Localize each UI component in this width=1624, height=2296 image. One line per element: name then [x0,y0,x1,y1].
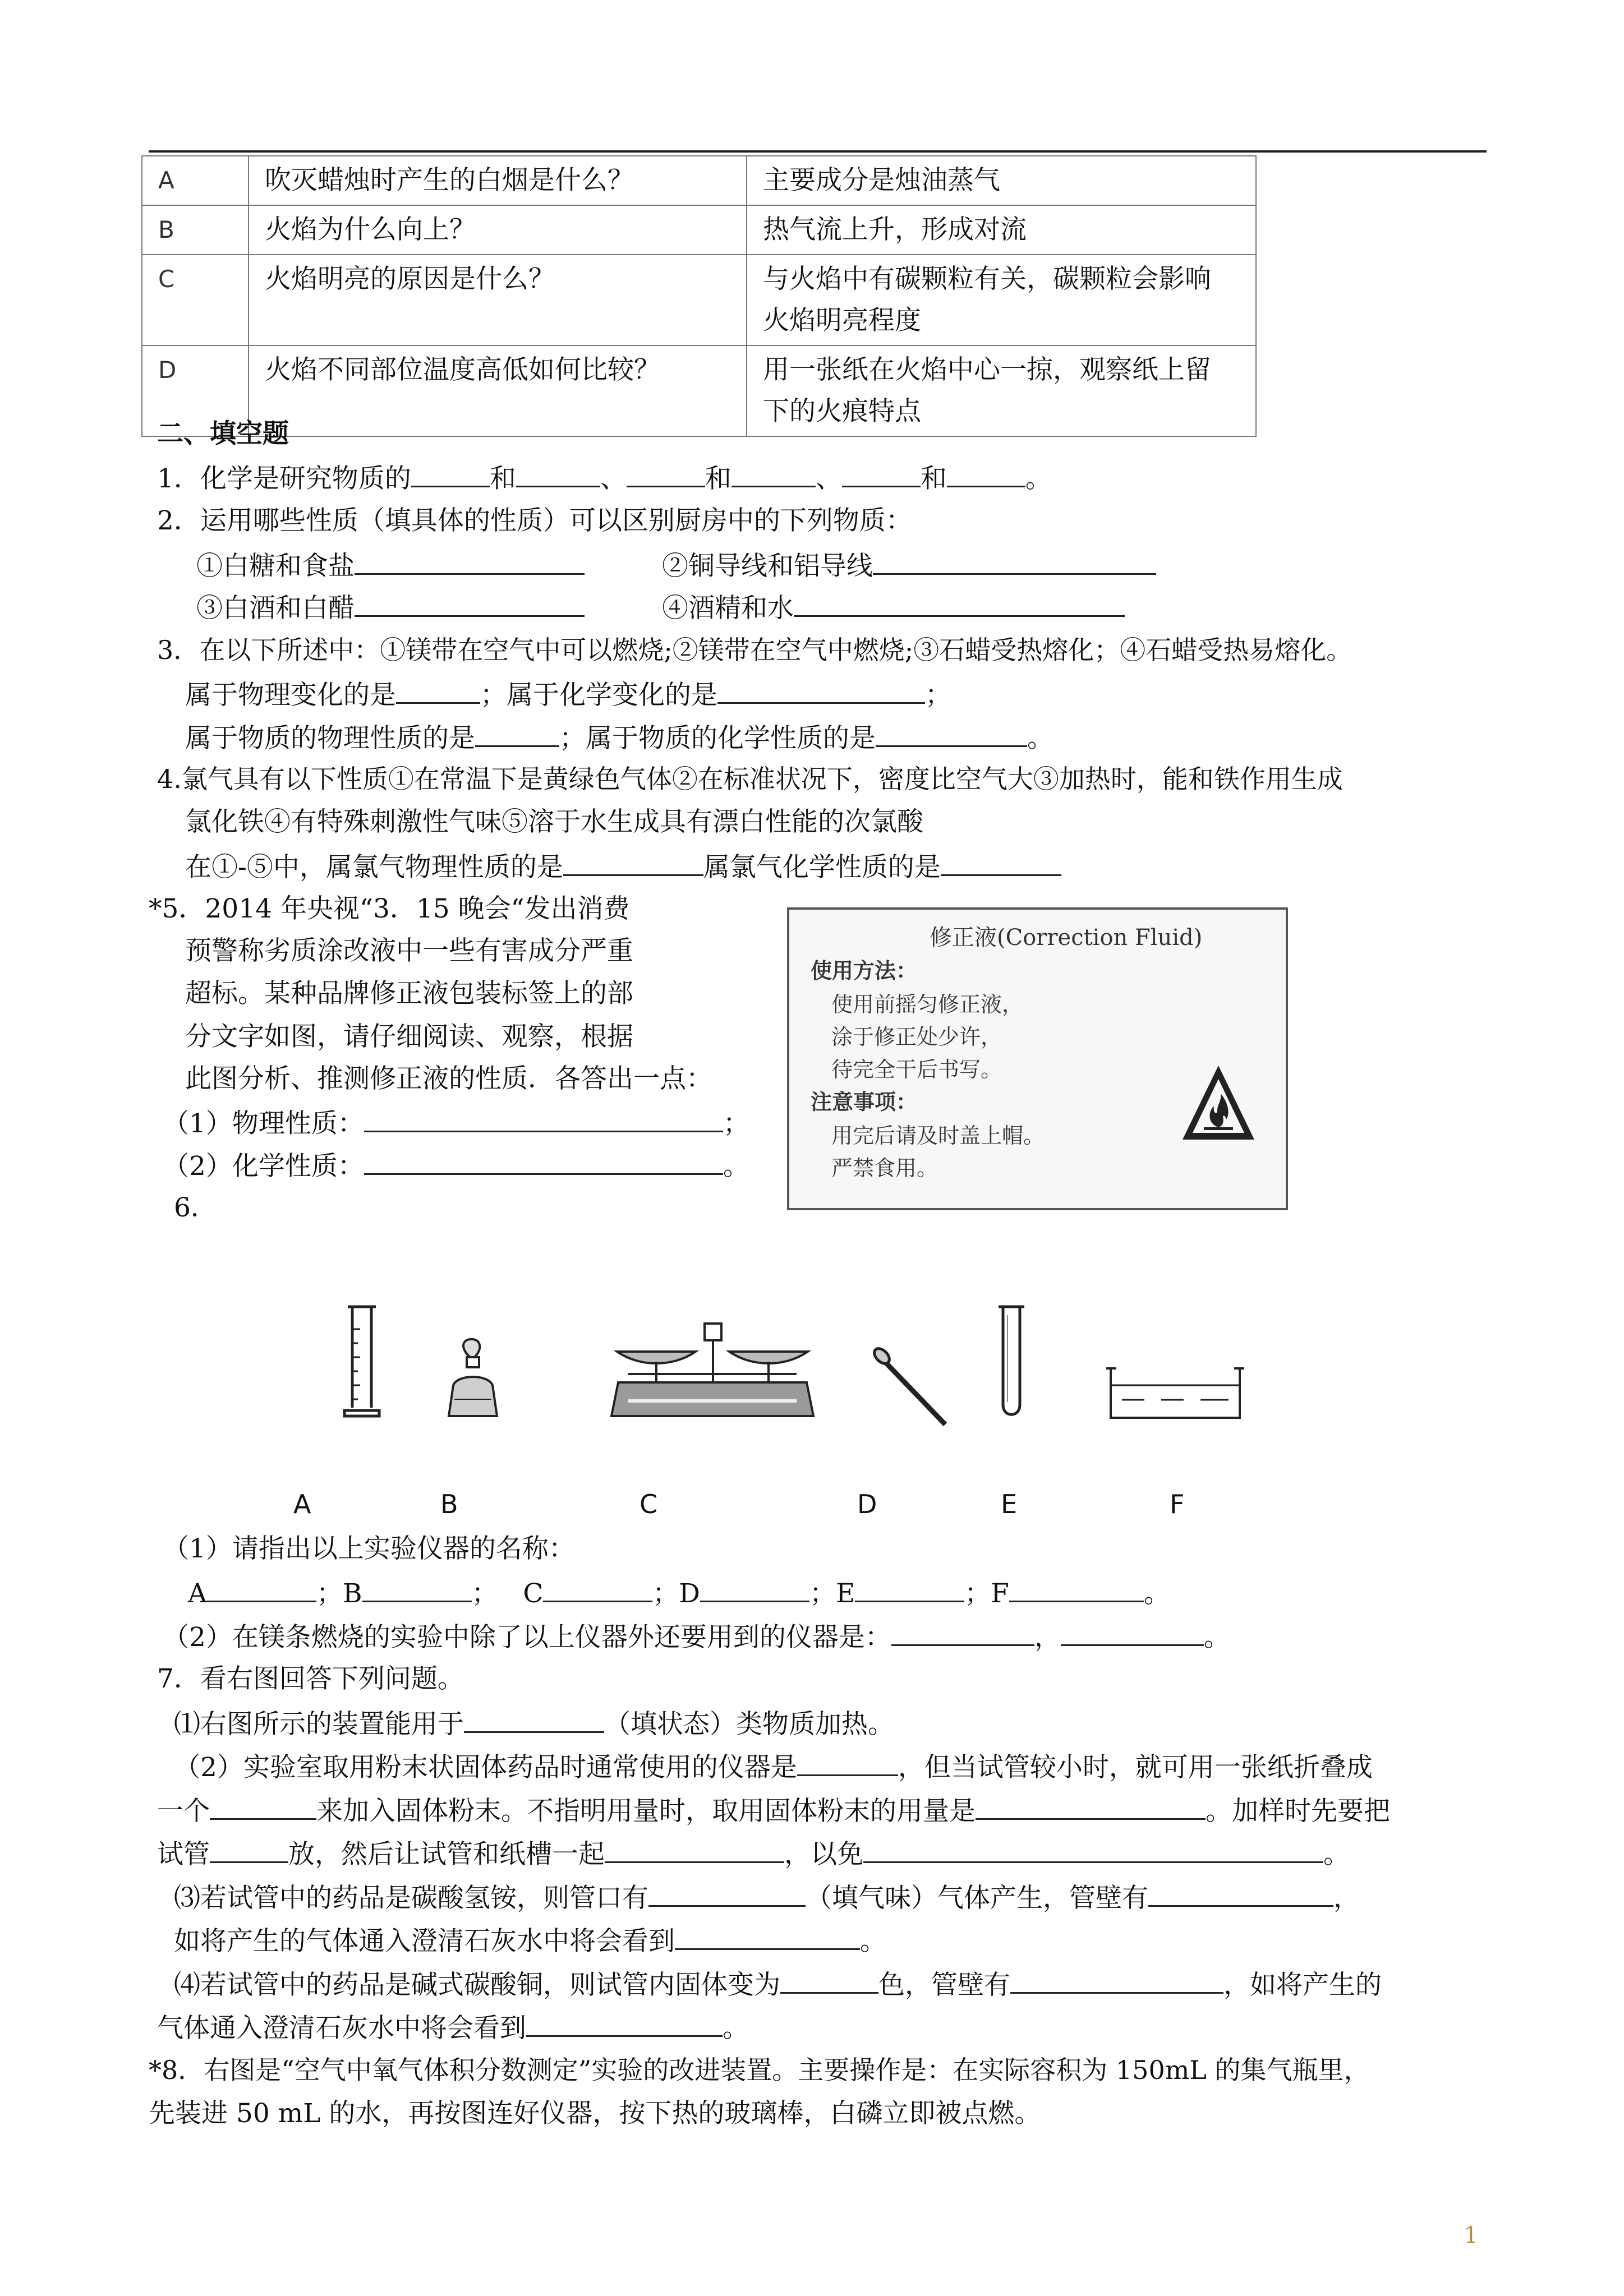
question-5: 分文字如图，请仔细阅读、观察，根据 [185,1021,633,1052]
row-question: 火焰为什么向上？ [249,205,747,255]
header-rule [149,150,1487,153]
table-row [142,205,1256,255]
question-5: *5．2014 年央视“3．15 晚会“发出消费 [149,893,630,924]
question-7-title: 7．看右图回答下列问题。 [157,1663,464,1694]
row-answer: 用一张纸在火焰中心一掠，观察纸上留 下的火痕特点 [747,345,1256,436]
page-number: 1 [1464,2223,1478,2248]
alcohol-lamp-icon [449,1339,497,1416]
instrument-letter-d: D [857,1489,877,1519]
question-2-item: ③白酒和白醋 [196,591,585,625]
question-6-number: 6． [174,1192,217,1223]
question-2-intro: 2．运用哪些性质（填具体的性质）可以区别厨房中的下列物质： [157,505,912,536]
question-8: *8．右图是“空气中氧气体积分数测定”实验的改进装置。主要操作是：在实际容积为 150mL 的集气瓶里， [149,2055,1370,2085]
question-2-item: ④酒精和水 [662,591,1125,625]
instrument-letter-e: E [1001,1489,1018,1519]
label-usage-heading: 使用方法： [811,958,918,983]
question-6-part-2: （2）在镁条燃烧的实验中除了以上仪器外还要用到的仪器是： ， 。 [163,1620,1230,1654]
test-tube-icon [999,1307,1024,1414]
question-1: 1．化学是研究物质的 和 、 和 、 和 。 [157,461,1052,495]
section-title: 二、填空题 [157,418,289,449]
row-key: B [142,205,249,255]
question-7-part-4: 气体通入澄清石灰水中将会看到 。 [157,2011,749,2045]
table-row [142,345,1256,436]
question-7-part-3: 如将产生的气体通入澄清石灰水中将会看到 。 [174,1924,886,1958]
correction-fluid-label [787,907,1288,1210]
label-usage-line: 使用前摇匀修正液， [831,992,1024,1017]
label-note-line: 严禁食用。 [831,1156,938,1181]
question-3-blanks: 属于物质的物理性质的是 ；属于物质的化学性质的是 。 [185,721,1053,755]
question-5: 预警称劣质涂改液中一些有害成分严重 [185,935,633,966]
medicine-spoon-icon [872,1346,945,1424]
question-7-part-1: ⑴右图所示的装置能用于 （填状态）类物质加热。 [174,1707,894,1741]
label-note-line: 用完后请及时盖上帽。 [831,1123,1045,1148]
water-trough-icon [1106,1368,1244,1418]
row-question: 火焰不同部位温度高低如何比较？ [249,345,747,436]
label-title: 修正液(Correction Fluid) [930,925,1203,951]
row-answer: 热气流上升，形成对流 [747,205,1256,255]
instrument-letter-a: A [293,1489,311,1519]
instrument-letter-c: C [640,1489,658,1519]
question-4: 氯化铁④有特殊刺激性气味⑤溶于水生成具有漂白性能的次氯酸 [185,806,923,837]
instrument-letter-f: F [1170,1489,1185,1519]
table-row [142,255,1256,345]
question-6-part-1: （1）请指出以上实验仪器的名称： [163,1533,575,1564]
row-answer: 与火焰中有碳颗粒有关，碳颗粒会影响 火焰明亮程度 [747,255,1256,345]
question-5: 超标。某种品牌修正液包装标签上的部 [185,978,633,1009]
question-2-item: ①白糖和食盐 [196,548,585,583]
question-5: 此图分析、推测修正液的性质．各答出一点： [185,1063,712,1094]
row-question: 火焰明亮的原因是什么？ [249,255,747,345]
row-key: C [142,255,249,345]
candle-qa-table [141,155,1257,437]
row-key: A [142,156,249,205]
label-usage-line: 涂于修正处少许， [831,1025,1002,1049]
question-2-item: ②铜导线和铝导线 [662,548,1156,583]
question-3: 3．在以下所述中：①镁带在空气中可以燃烧;②镁带在空气中燃烧;③石蜡受热熔化；④石蜡受热易熔化。 [157,635,1352,665]
row-answer: 主要成分是烛油蒸气 [747,156,1256,205]
question-3-blanks: 属于物理变化的是 ；属于化学变化的是 ； [185,677,951,712]
question-8: 先装进 50 mL 的水，再按图连好仪器，按下热的玻璃棒，白磷立即被点燃。 [149,2098,1041,2129]
question-7-part-4: ⑷若试管中的药品是碱式碳酸铜，则试管内固体变为 色，管壁有 ，如将产生的 [174,1967,1382,2002]
label-usage-line: 待完全干后书写。 [831,1057,1002,1082]
question-4-blanks: 在①-⑤中，属氯气物理性质的是 属氯气化学性质的是 [185,850,1061,884]
balance-scale-icon [611,1324,813,1416]
table-row [142,156,1256,205]
question-5-physical: （1）物理性质： ； [163,1106,749,1140]
question-5-chemical: （2）化学性质： 。 [163,1149,749,1183]
row-question: 吹灭蜡烛时产生的白烟是什么？ [249,156,747,205]
question-6-names: A ；B ； C ；D ；E ；F 。 [188,1576,1170,1610]
question-7-part-2: （2）实验室取用粉末状固体药品时通常使用的仪器是 ，但当试管较小时，就可用一张纸折叠成 [174,1750,1373,1784]
row-key: D [142,345,249,436]
question-4: 4.氯气具有以下性质①在常温下是黄绿色气体②在标准状况下，密度比空气大③加热时，能和铁作用生成 [157,764,1343,794]
label-note-heading: 注意事项： [811,1089,918,1114]
question-7-part-2: 试管 放，然后让试管和纸槽一起 ，以免 。 [157,1837,1350,1871]
lab-instruments-figure [337,1290,1318,1430]
question-7-part-2: 一个 来加入固体粉末。不指明用量时，取用固体粉末的用量是 。加样时先要把 [157,1794,1390,1828]
graduated-cylinder-icon [344,1307,379,1416]
flammable-warning-icon [1179,1061,1258,1145]
question-7-part-3: ⑶若试管中的药品是碳酸氢铵，则管口有 （填气味）气体产生，管壁有 ， [174,1880,1360,1915]
instrument-letter-b: B [440,1489,458,1519]
